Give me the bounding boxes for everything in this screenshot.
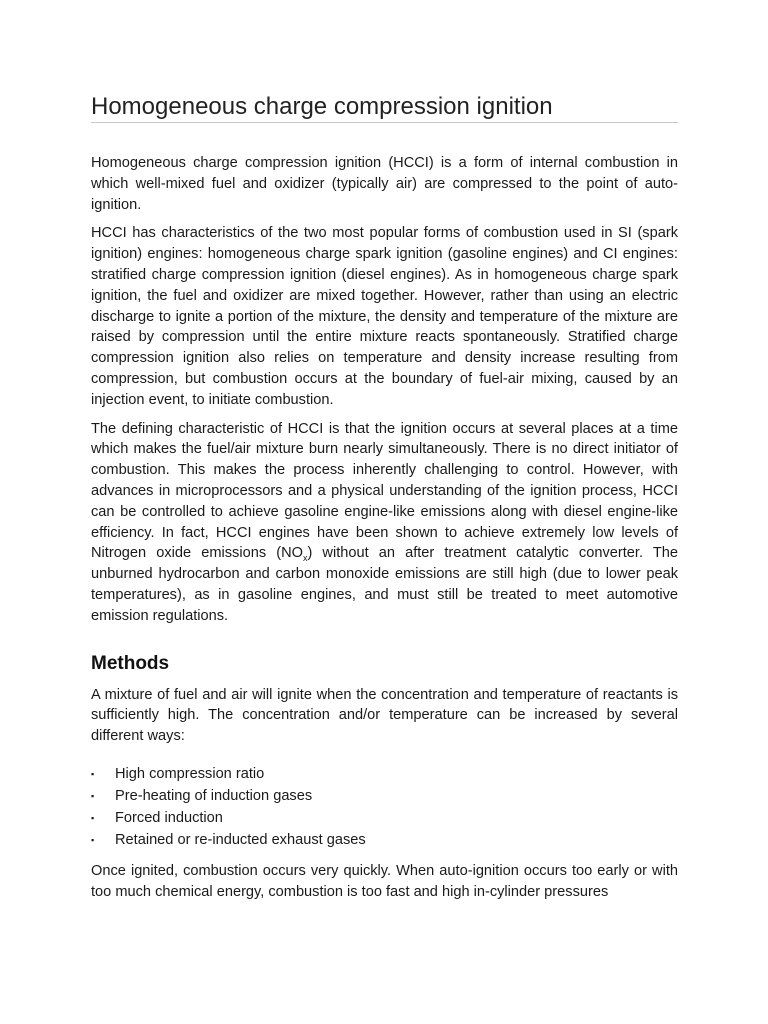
bullet-icon: ▪ [91, 768, 95, 779]
intro-paragraph-2: HCCI has characteristics of the two most popular forms of combustion used in SI (spark ignition) engines: homogeneous charge spark ignition (gasoline engines) and CI engines: stratified charge compression ignition (diesel engines). As in homogeneous charge spark ignition, the fuel and oxidizer are mixed together. However, rather than using an electric discharge to ignite a portion of the mixture, the density and temperature of the mixture are raised by compression until the entire mixture reacts spontaneously. Stratified charge compression ignition also relies on temperature and density increase resulting from compression, but combustion occurs at the boundary of fuel-air mixing, caused by an injection event, to initiate combustion. [91, 225, 678, 408]
intro-paragraph-3 [91, 419, 678, 627]
methods-paragraph-2: Once ignited, combustion occurs very quickly. When auto-ignition occurs too early or with too much chemical energy, combustion is too fast and high in-cylinder pressures [91, 862, 678, 900]
list-item-text: High compression ratio [115, 765, 265, 782]
list-item [91, 785, 678, 807]
document-content [91, 92, 678, 911]
intro-paragraph-3-text-b: ) without an after treatment catalytic converter. The unburned hydrocarbon and carbon monoxide emissions are still high (due to lower peak temperatures), as in gasoline engines, and must still be treated to meet automotive emission regulations. [91, 545, 678, 624]
methods-heading: Methods [91, 652, 170, 674]
nox-subscript: x [302, 553, 308, 564]
list-item-text: Pre-heating of induction gases [115, 787, 313, 804]
methods-list [91, 763, 678, 851]
bullet-icon: ▪ [91, 812, 95, 823]
list-item-text: Forced induction [115, 809, 223, 826]
bullet-icon: ▪ [91, 834, 95, 845]
list-item [91, 829, 678, 851]
intro-paragraph-1: Homogeneous charge compression ignition (HCCI) is a form of internal combustion in which well-mixed fuel and oxidizer (typically air) are compressed to the point of auto-ignition. [91, 155, 678, 213]
methods-paragraph-1: A mixture of fuel and air will ignite when the concentration and temperature of reactants is sufficiently high. The concentration and/or temperature can be increased by several different ways: [91, 686, 678, 745]
bullet-icon: ▪ [91, 790, 95, 801]
list-item [91, 763, 678, 785]
list-item-text: Retained or re-inducted exhaust gases [115, 831, 366, 848]
list-item [91, 807, 678, 829]
title-divider [91, 122, 678, 123]
intro-paragraph-3-text-a: The defining characteristic of HCCI is that the ignition occurs at several places at a time which makes the fuel/air mixture burn nearly simultaneously. There is no direct initiator of combustion. This makes the process inherently challenging to control. However, with advances in microprocessors and a physical understanding of the ignition process, HCCI can be controlled to achieve gasoline engine-like emissions along with diesel engine-like efficiency. In fact, HCCI engines have been shown to achieve extremely low levels of Nitrogen oxide emissions (NO [91, 420, 678, 562]
page-title: Homogeneous charge compression ignition [91, 93, 553, 120]
